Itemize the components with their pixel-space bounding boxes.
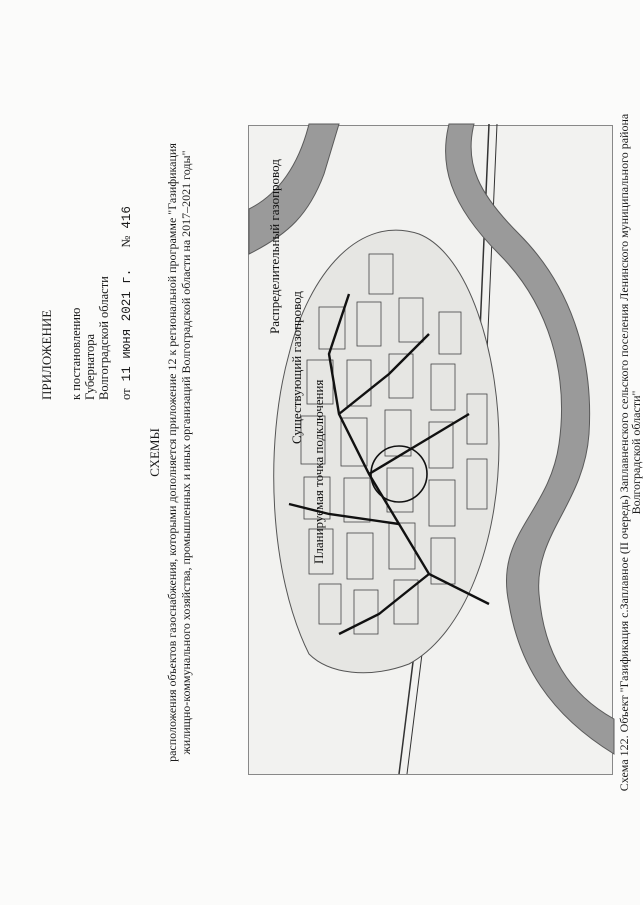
gas-supply-map	[248, 125, 613, 775]
resolution-line: к постановлению	[69, 307, 83, 400]
date-value: 11 июня 2021 г.	[120, 268, 134, 382]
existing-pipeline-label: Существующий газопровод	[289, 291, 304, 444]
schemes-heading: СХЕМЫ	[147, 428, 162, 477]
scheme-caption-line1: Схема 122. Объект "Газификация с.Заплавное (II очередь) Заплавненского сельского поселения Ленинского муниципального района	[617, 113, 631, 792]
date-prefix: от	[119, 388, 133, 400]
appendix-title: ПРИЛОЖЕНИЕ	[39, 309, 54, 400]
scheme-caption-line2: Волгоградской области"	[629, 390, 643, 515]
distribution-pipeline-label: Распределительный газопровод	[267, 159, 282, 334]
region-line: Волгоградской области	[97, 276, 111, 400]
schemes-description-line1: расположения объектов газоснабжения, которыми дополняется приложение 12 к региональной программе "Газификация	[165, 143, 179, 762]
governor-line: Губернатора	[83, 333, 97, 400]
planned-connection-label: Планируемая точка подключения	[311, 379, 326, 564]
schemes-description-line2: жилищно-коммунального хозяйства, промышленных и иных организаций Волгоградской области на 2017–2021 годы"	[179, 150, 193, 755]
date-line	[120, 206, 134, 400]
number-sign: №	[119, 235, 133, 248]
number-value: 416	[120, 206, 134, 229]
map-drawing	[249, 124, 614, 774]
